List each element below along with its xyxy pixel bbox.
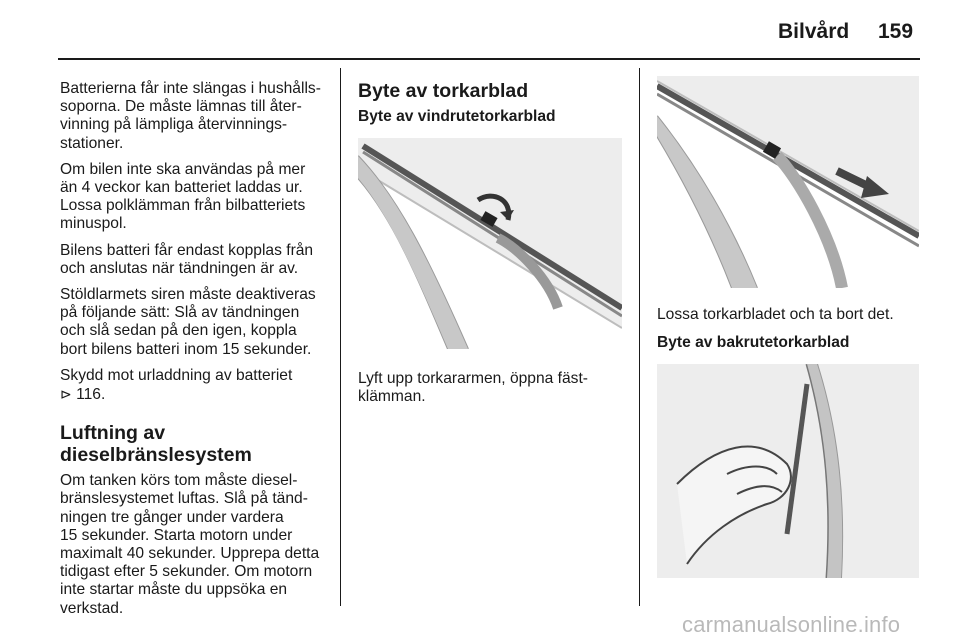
rear-wiper-illustration (657, 364, 919, 578)
header-rule (58, 58, 920, 60)
wiper-blade-heading: Byte av torkarblad (358, 80, 529, 102)
wiper-blade-removal-caption: Lossa torkarbladet och ta bort det. (657, 306, 894, 323)
page-number: 159 (878, 20, 914, 43)
wiper-blade-removal-illustration (657, 76, 919, 288)
page-header-title: Bilvård (778, 20, 850, 43)
rear-wiper-subheading: Byte av bakrutetorkarblad (657, 334, 850, 351)
diesel-bleeding-paragraph: Om tanken körs tom måste diesel- bränslesystemet luftas. Slå på tänd- ningen tre gånger under vardera 15 sekunder. Starta motorn under maximalt 40 sekunder. Upprepa detta tidigast efter 5 sekunder. Om motorn inte startar måste du uppsöka en verkstad. (60, 472, 320, 617)
battery-disposal-paragraph: Batterierna får inte slängas i hushålls- soporna. De måste lämnas till åter- vinning på lämpliga återvinnings- stationer. (60, 80, 321, 152)
windscreen-wiper-illustration (358, 138, 622, 349)
discharge-protection-paragraph: Skydd mot urladdning av batteriet ⊳ 116. (60, 366, 293, 404)
column-divider-left (340, 68, 341, 606)
column-1 (60, 80, 332, 626)
arrow-reference-icon: ⊳ (60, 386, 72, 403)
battery-storage-paragraph: Om bilen inte ska användas på mer än 4 veckor kan batteriet laddas ur. Lossa polklämman från bilbatteriets minuspol. (60, 160, 306, 233)
windscreen-wiper-caption: Lyft upp torkararmen, öppna fäst- klämman. (358, 370, 588, 406)
alarm-siren-paragraph: Stöldlarmets siren måste deaktiveras på följande sätt: Slå av tändningen och slå sedan på den igen, koppla bort bilens batteri inom 15 sekunder. (60, 286, 316, 358)
windscreen-wiper-subheading: Byte av vindrutetorkarblad (358, 108, 556, 125)
diesel-bleeding-heading: Luftning av dieselbränslesystem (60, 422, 252, 467)
battery-disconnect-paragraph: Bilens batteri får endast kopplas från och anslutas när tändningen är av. (60, 241, 314, 277)
column-divider-right (639, 68, 640, 606)
watermark: carmanualsonline.info (682, 612, 901, 637)
page-reference-link[interactable]: 116. (76, 386, 106, 404)
